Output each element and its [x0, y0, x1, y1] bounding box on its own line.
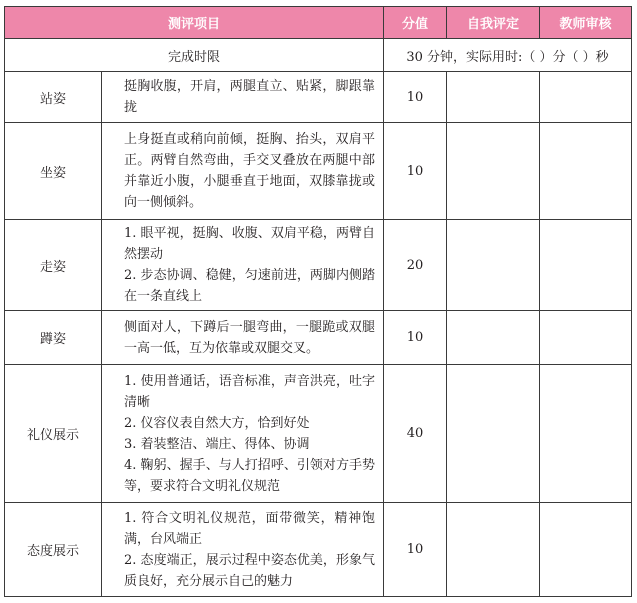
- description-line: 2. 态度端正，展示过程中姿态优美，形象气质良好，充分展示自己的魅力: [124, 552, 376, 589]
- self-assessment-cell[interactable]: [447, 220, 540, 311]
- teacher-review-cell[interactable]: [540, 503, 632, 597]
- category-cell: 礼仪展示: [5, 365, 102, 503]
- self-assessment-cell[interactable]: [447, 503, 540, 597]
- description-cell: [102, 123, 384, 220]
- evaluation-table: [4, 6, 632, 597]
- table-row: [5, 123, 632, 220]
- self-assessment-cell[interactable]: [447, 365, 540, 503]
- description-line: 4. 鞠躬、握手、与人打招呼、引领对方手势等，要求符合文明礼仪规范: [124, 457, 376, 494]
- description-cell: [102, 311, 384, 365]
- score-cell: 10: [384, 72, 447, 123]
- category-cell: 走姿: [5, 220, 102, 311]
- category-cell: 态度展示: [5, 503, 102, 597]
- teacher-review-cell[interactable]: [540, 220, 632, 311]
- table-row: [5, 72, 632, 123]
- description-line: 挺胸收腹，开肩，两腿直立、贴紧，脚跟靠拢: [124, 79, 376, 115]
- table-row: [5, 311, 632, 365]
- description-line: 3. 着装整洁、端庄、得体、协调: [124, 436, 310, 452]
- time-limit-value: 30 分钟，实际用时:（ ）分（ ）秒: [384, 39, 632, 72]
- category-cell: 站姿: [5, 72, 102, 123]
- header-teacher-review: 教师审核: [540, 7, 632, 39]
- time-limit-row: [5, 39, 632, 72]
- description-cell: [102, 503, 384, 597]
- table-row: [5, 220, 632, 311]
- self-assessment-cell[interactable]: [447, 311, 540, 365]
- description-cell: [102, 72, 384, 123]
- teacher-review-cell[interactable]: [540, 72, 632, 123]
- table-header-row: [5, 7, 632, 39]
- time-limit-label: 完成时限: [5, 39, 384, 72]
- teacher-review-cell[interactable]: [540, 365, 632, 503]
- description-line: 1. 眼平视，挺胸、收腹、双肩平稳，两臂自然摆动: [124, 226, 376, 262]
- score-cell: 20: [384, 220, 447, 311]
- description-cell: [102, 365, 384, 503]
- header-item: 测评项目: [5, 7, 384, 39]
- category-cell: 坐姿: [5, 123, 102, 220]
- description-line: 1. 使用普通话，语音标准，声音洪亮，吐字清晰: [124, 373, 376, 410]
- description-line: 2. 步态协调、稳健，匀速前进，两脚内侧踏在一条直线上: [124, 268, 376, 304]
- table-row: [5, 503, 632, 597]
- self-assessment-cell[interactable]: [447, 123, 540, 220]
- description-cell: [102, 220, 384, 311]
- header-score: 分值: [384, 7, 447, 39]
- teacher-review-cell[interactable]: [540, 311, 632, 365]
- description-line: 2. 仪容仪表自然大方，恰到好处: [124, 415, 310, 431]
- score-cell: 10: [384, 503, 447, 597]
- self-assessment-cell[interactable]: [447, 72, 540, 123]
- description-line: 上身挺直或稍向前倾，挺胸、抬头，双肩平正。两臂自然弯曲，手交叉叠放在两腿中部并靠近小腹，小腿垂直于地面，双膝靠拢或向一侧倾斜。: [124, 132, 376, 210]
- score-cell: 10: [384, 123, 447, 220]
- description-line: 侧面对人，下蹲后一腿弯曲，一腿跪或双腿一高一低，互为依靠或双腿交叉。: [124, 319, 376, 356]
- category-cell: 蹲姿: [5, 311, 102, 365]
- score-cell: 10: [384, 311, 447, 365]
- score-cell: 40: [384, 365, 447, 503]
- teacher-review-cell[interactable]: [540, 123, 632, 220]
- table-row: [5, 365, 632, 503]
- description-line: 1. 符合文明礼仪规范，面带微笑，精神饱满，台风端正: [124, 510, 376, 547]
- header-self-assessment: 自我评定: [447, 7, 540, 39]
